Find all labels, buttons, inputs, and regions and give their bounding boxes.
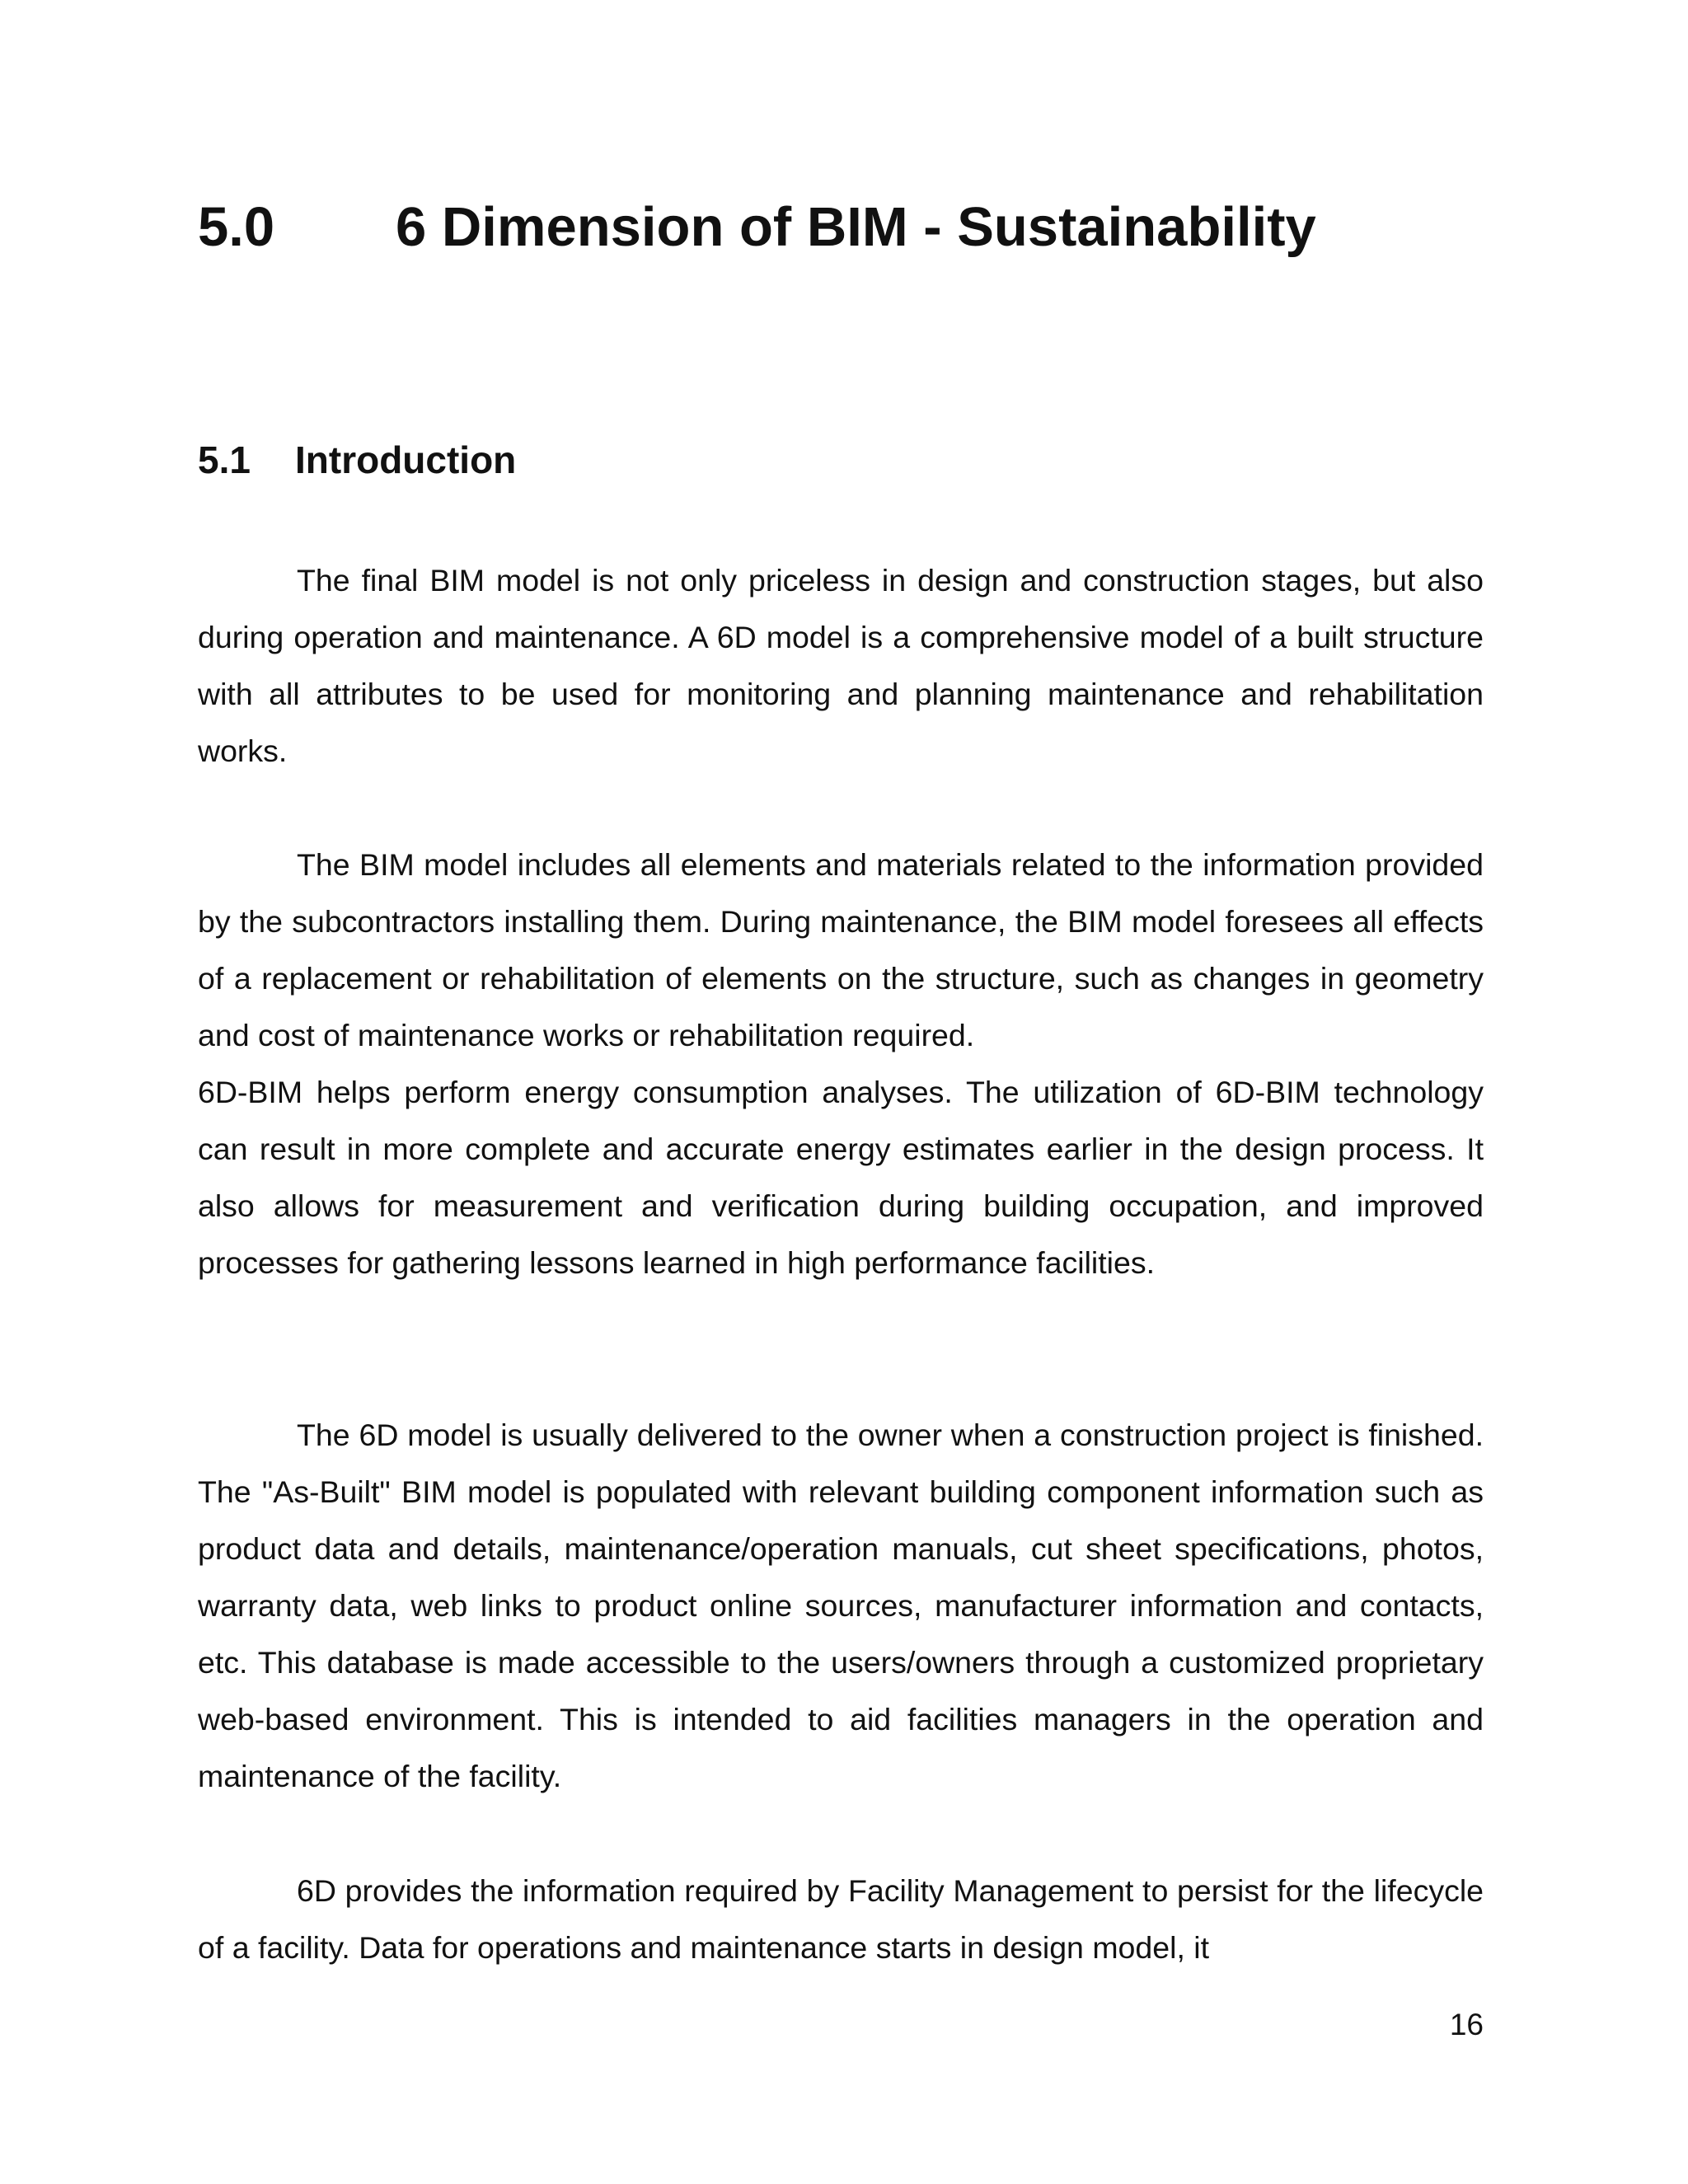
section-heading [198,437,1484,483]
paragraph-3: 6D-BIM helps perform energy consumption analyses. The utilization of 6D-BIM technology can result in more complete and accurate energy estimates earlier in the design process. It also allows for measurement and verification during building occupation, and improved processes for gathering lessons learned in high performance facilities. [198,1075,1484,1280]
paragraph-2: The BIM model includes all elements and materials related to the information provided by the subcontractors installing them. During maintenance, the BIM model foresees all effects of a replacement or rehabilitation of elements on the structure, such as changes in geometry and cost of maintenance works or rehabilitation required. [198,847,1484,1052]
page-number: 16 [1449,2008,1484,2041]
chapter-title: 6 Dimension of BIM - Sustainability [396,196,1316,258]
section-title: Introduction [295,438,517,481]
paragraph-4: The 6D model is usually delivered to the owner when a construction project is finished. The "As-Built" BIM model is populated with relevant building component information such as product data and details, maintenance/operation manuals, cut sheet specifications, photos, warranty data, web links to product online sources, manufacturer information and contacts, etc. This database is made accessible to the users/owners through a customized proprietary web-based environment. This is intended to aid facilities managers in the operation and maintenance of the facility. [198,1418,1484,1793]
paragraph-group-2 [198,837,1484,1291]
paragraph-5: 6D provides the information required by Facility Management to persist for the lifecycle of a facility. Data for operations and maintenance starts in design model, it [198,1873,1484,1965]
chapter-number: 5.0 [198,196,275,258]
chapter-heading [198,194,1484,260]
section-number: 5.1 [198,438,251,481]
paragraph-1: The final BIM model is not only priceless in design and construction stages, but also during operation and maintenance. A 6D model is a comprehensive model of a built structure with all attributes to be used for monitoring and planning maintenance and rehabilitation works. [198,563,1484,768]
